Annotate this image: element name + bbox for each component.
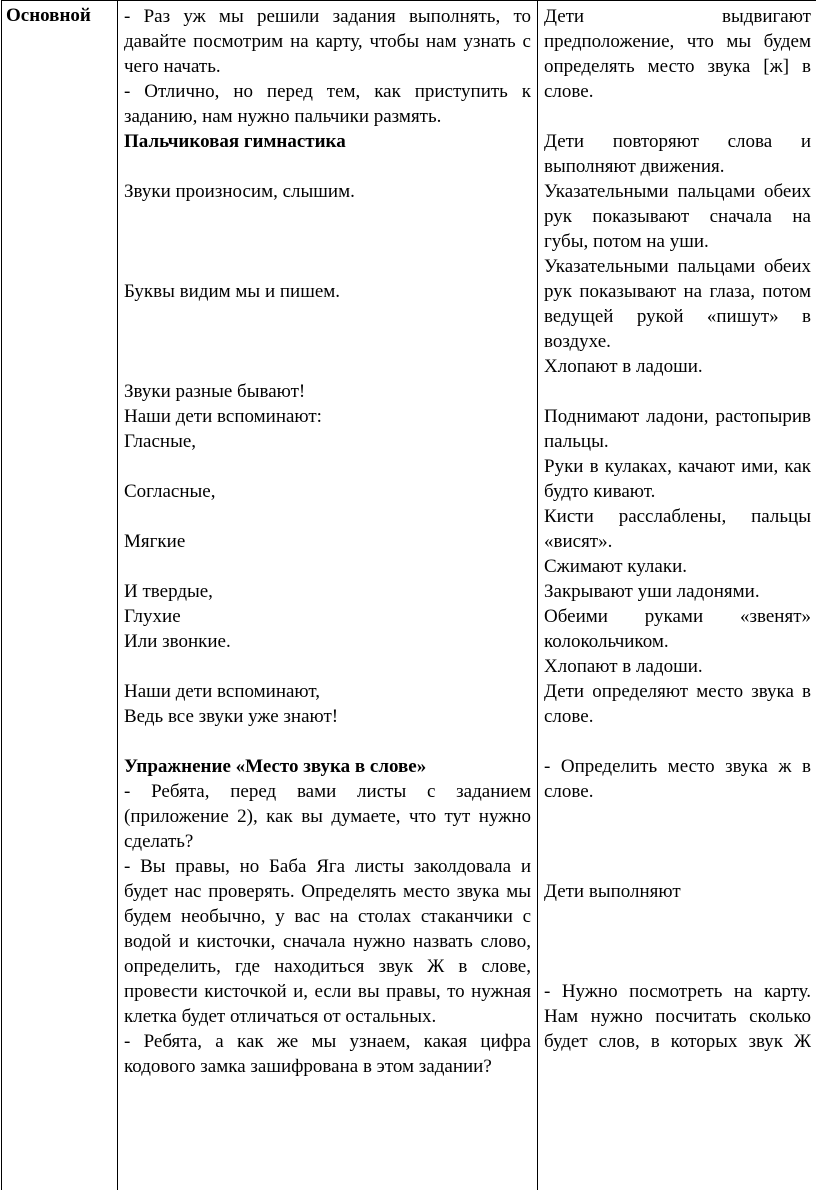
gymnastics-line: Или звонкие. <box>124 629 531 654</box>
teacher-paragraph: - Раз уж мы решили задания выполнять, то давайте посмотрим на карту, чтобы нам узнать с чего начать. <box>124 4 531 79</box>
children-response: Дети повторяют слова и выполняют движения. <box>544 129 811 179</box>
children-response: Дети выдвигают предположение, что мы будем определять место звука [ж] в слове. <box>544 4 811 104</box>
gymnastics-line: Звуки произносим, слышим. <box>124 179 531 204</box>
children-response: Хлопают в ладоши. <box>544 354 811 379</box>
gymnastics-line: Наши дети вспоминают, <box>124 679 531 704</box>
gymnastics-line: Звуки разные бывают! <box>124 379 531 404</box>
children-response: Указательными пальцами обеих рук показывают сначала на губы, потом на уши. <box>544 179 811 254</box>
gymnastics-line: Мягкие <box>124 529 531 554</box>
teacher-paragraph: - Вы правы, но Баба Яга листы заколдовала и будет нас проверять. Определять место звука мы будем необычно, у вас на столах стаканчики с водой и кисточки, сначала нужно назвать слово, определить, где находиться звук Ж в слове, провести кисточкой и, если вы правы, то нужная клетка будет отличаться от остальных. <box>124 854 531 1029</box>
table-row <box>2 1 816 1190</box>
children-activity-cell <box>538 1 816 1190</box>
children-response: Руки в кулаках, качают ими, как будто кивают. <box>544 454 811 504</box>
stage-label: Основной <box>2 1 117 27</box>
teacher-activity-cell <box>118 1 538 1190</box>
children-response: Поднимают ладони, растопырив пальцы. <box>544 404 811 454</box>
children-response: - Определить место звука ж в слове. <box>544 754 811 804</box>
gymnastics-line: Ведь все звуки уже знают! <box>124 704 531 729</box>
children-response: - Нужно посмотреть на карту. Нам нужно посчитать сколько будет слов, в которых звук Ж <box>544 979 811 1054</box>
children-response: Указательными пальцами обеих рук показывают на глаза, потом ведущей рукой «пишут» в воздухе. <box>544 254 811 354</box>
children-response: Кисти расслаблены, пальцы «висят». <box>544 504 811 554</box>
teacher-paragraph: - Отлично, но перед тем, как приступить к заданию, нам нужно пальчики размять. <box>124 79 531 129</box>
gymnastics-line: Наши дети вспоминают: <box>124 404 531 429</box>
lesson-table <box>1 0 816 1190</box>
teacher-paragraph: - Ребята, перед вами листы с заданием (приложение 2), как вы думаете, что тут нужно сделать? <box>124 779 531 854</box>
children-response: Закрывают уши ладонями. <box>544 579 811 604</box>
gymnastics-line: Согласные, <box>124 479 531 504</box>
children-response: Хлопают в ладоши. <box>544 654 811 679</box>
children-response: Дети определяют место звука в слове. <box>544 679 811 729</box>
gymnastics-line: И твердые, <box>124 579 531 604</box>
stage-cell <box>2 1 118 1190</box>
gymnastics-title: Пальчиковая гимнастика <box>124 129 531 154</box>
gymnastics-line: Буквы видим мы и пишем. <box>124 279 531 304</box>
gymnastics-line: Гласные, <box>124 429 531 454</box>
teacher-paragraph: - Ребята, а как же мы узнаем, какая цифра кодового замка зашифрована в этом задании? <box>124 1029 531 1079</box>
children-response: Обеими руками «звенят» колокольчиком. <box>544 604 811 654</box>
children-response: Дети выполняют <box>544 879 811 904</box>
gymnastics-line: Глухие <box>124 604 531 629</box>
children-response: Сжимают кулаки. <box>544 554 811 579</box>
exercise-title: Упражнение «Место звука в слове» <box>124 754 531 779</box>
